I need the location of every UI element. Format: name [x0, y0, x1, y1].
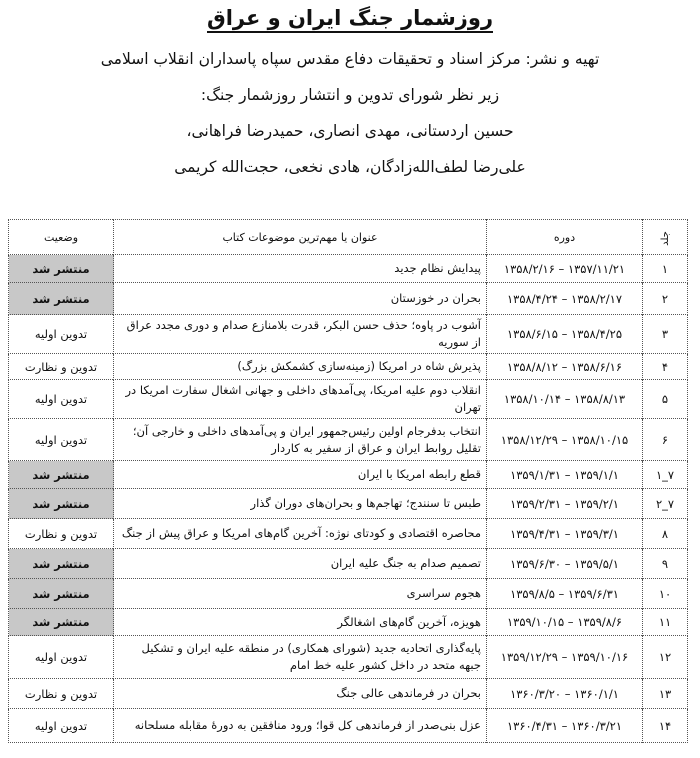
members-line-2: علی‌رضا لطف‌الله‌زادگان، هادی نخعی، حجت‌الله کریمی [174, 158, 526, 176]
volumes-table [8, 219, 688, 743]
volume-number: ۱ [643, 255, 688, 283]
status-cell: منتشر شد [9, 609, 114, 636]
period-cell: ۱۳۵۹/۸/۵ – ۱۳۵۹/۶/۳۱ [487, 579, 643, 609]
title-cell: محاصره اقتصادی و کودتای نوژه: آخرین گام‌های امریکا و عراق پیش از جنگ [114, 519, 487, 549]
period-cell: ۱۳۵۹/۴/۳۱ – ۱۳۵۹/۳/۱ [487, 519, 643, 549]
volume-number: ۱۲ [643, 636, 688, 679]
title-cell: قطع رابطه امریکا با ایران [114, 461, 487, 489]
title-cell: پایه‌گذاری اتحادیه جدید (شورای همکاری) در منطقه علیه ایران و تشکیل جبهه متحد در داخل کشور علیه خط امام [114, 636, 487, 679]
title-cell: انتخاب بدفرجام اولین رئیس‌جمهور ایران و پی‌آمدهای داخلی و خارجی آن؛ تقلیل روابط ایران و عراق از سفیر به کاردار [114, 419, 487, 461]
status-cell: تدوین و نظارت [9, 354, 114, 380]
table-header-row [9, 220, 688, 255]
table-row [9, 679, 688, 709]
period-cell: ۱۳۵۸/۱۰/۱۴ – ۱۳۵۸/۸/۱۳ [487, 380, 643, 419]
title-cell: طبس تا سنندج؛ تهاجم‌ها و بحران‌های دوران گذار [114, 489, 487, 519]
table-row [9, 380, 688, 419]
volume-number: ۸ [643, 519, 688, 549]
table-row [9, 283, 688, 315]
table-row [9, 489, 688, 519]
volume-number: ۷_۲ [643, 489, 688, 519]
status-cell: تدوین اولیه [9, 380, 114, 419]
table-row [9, 461, 688, 489]
status-cell: منتشر شد [9, 489, 114, 519]
volume-number: ۵ [643, 380, 688, 419]
period-cell: ۱۳۵۸/۲/۱۶ – ۱۳۵۷/۱۱/۲۱ [487, 255, 643, 283]
title-cell: هویزه، آخرین گام‌های اشغالگر [114, 609, 487, 636]
volume-number: ۱۱ [643, 609, 688, 636]
volume-number: ۹ [643, 549, 688, 579]
volume-number: ۴ [643, 354, 688, 380]
column-header-period: دوره [487, 220, 643, 255]
period-cell: ۱۳۵۹/۱۲/۲۹ – ۱۳۵۹/۱۰/۱۶ [487, 636, 643, 679]
volume-number: ۶ [643, 419, 688, 461]
publisher-line: تهیه و نشر: مرکز اسناد و تحقیقات دفاع مقدس سپاه پاسداران انقلاب اسلامی [100, 50, 600, 68]
period-cell: ۱۳۵۸/۴/۲۴ – ۱۳۵۸/۲/۱۷ [487, 283, 643, 315]
table-row [9, 579, 688, 609]
council-line: زیر نظر شورای تدوین و انتشار روزشمار جنگ: [200, 86, 500, 104]
period-cell: ۱۳۶۰/۴/۳۱ – ۱۳۶۰/۳/۲۱ [487, 709, 643, 743]
volume-number: ۱۳ [643, 679, 688, 709]
title-cell: پیدایش نظام جدید [114, 255, 487, 283]
period-cell: ۱۳۵۸/۶/۱۵ – ۱۳۵۸/۴/۲۵ [487, 315, 643, 354]
period-cell: ۱۳۶۰/۳/۲۰ – ۱۳۶۰/۱/۱ [487, 679, 643, 709]
period-cell: ۱۳۵۸/۸/۱۲ – ۱۳۵۸/۶/۱۶ [487, 354, 643, 380]
table-row [9, 636, 688, 679]
table-row [9, 354, 688, 380]
column-header-status: وضعیت [9, 220, 114, 255]
status-cell: تدوین اولیه [9, 315, 114, 354]
title-cell: پذیرش شاه در امریکا (زمینه‌سازی کشمکش بزرگ) [114, 354, 487, 380]
status-cell: تدوین اولیه [9, 636, 114, 679]
table-row [9, 609, 688, 636]
table-row [9, 315, 688, 354]
status-cell: منتشر شد [9, 461, 114, 489]
period-cell: ۱۳۵۹/۱/۳۱ – ۱۳۵۹/۱/۱ [487, 461, 643, 489]
status-cell: تدوین اولیه [9, 419, 114, 461]
table-row [9, 709, 688, 743]
period-cell: ۱۳۵۸/۱۲/۲۹ – ۱۳۵۸/۱۰/۱۵ [487, 419, 643, 461]
table-row [9, 549, 688, 579]
status-cell: تدوین اولیه [9, 709, 114, 743]
column-header-title: عنوان یا مهم‌ترین موضوعات کتاب [114, 220, 487, 255]
column-header-volume: جلد [643, 220, 688, 255]
volume-number: ۱۴ [643, 709, 688, 743]
table-row [9, 255, 688, 283]
title-cell: تصمیم صدام به جنگ علیه ایران [114, 549, 487, 579]
table-row [9, 519, 688, 549]
volume-number: ۱۰ [643, 579, 688, 609]
period-cell: ۱۳۵۹/۲/۳۱ – ۱۳۵۹/۲/۱ [487, 489, 643, 519]
status-cell: منتشر شد [9, 283, 114, 315]
title-cell: بحران در فرماندهی عالی جنگ [114, 679, 487, 709]
title-cell: هجوم سراسری [114, 579, 487, 609]
status-cell: تدوین و نظارت [9, 519, 114, 549]
table-row [9, 419, 688, 461]
title-cell: انقلاب دوم علیه امریکا، پی‌آمدهای داخلی و جهانی اشغال سفارت امریکا در تهران [114, 380, 487, 419]
status-cell: منتشر شد [9, 255, 114, 283]
volume-number: ۳ [643, 315, 688, 354]
status-cell: منتشر شد [9, 579, 114, 609]
members-line-1: حسین اردستانی، مهدی انصاری، حمیدرضا فراهانی، [186, 122, 514, 140]
title-cell: آشوب در پاوه؛ حذف حسن البکر، قدرت بلامنازع صدام و دوری مجدد عراق از سوریه [114, 315, 487, 354]
volume-number: ۲ [643, 283, 688, 315]
document-title: روزشمار جنگ ایران و عراق [0, 6, 700, 30]
period-cell: ۱۳۵۹/۱۰/۱۵ – ۱۳۵۹/۸/۶ [487, 609, 643, 636]
title-cell: عزل بنی‌صدر از فرماندهی کل قوا؛ ورود منافقین به دورهٔ مقابله مسلحانه [114, 709, 487, 743]
volume-number: ۷_۱ [643, 461, 688, 489]
period-cell: ۱۳۵۹/۶/۳۰ – ۱۳۵۹/۵/۱ [487, 549, 643, 579]
status-cell: منتشر شد [9, 549, 114, 579]
title-cell: بحران در خوزستان [114, 283, 487, 315]
status-cell: تدوین و نظارت [9, 679, 114, 709]
